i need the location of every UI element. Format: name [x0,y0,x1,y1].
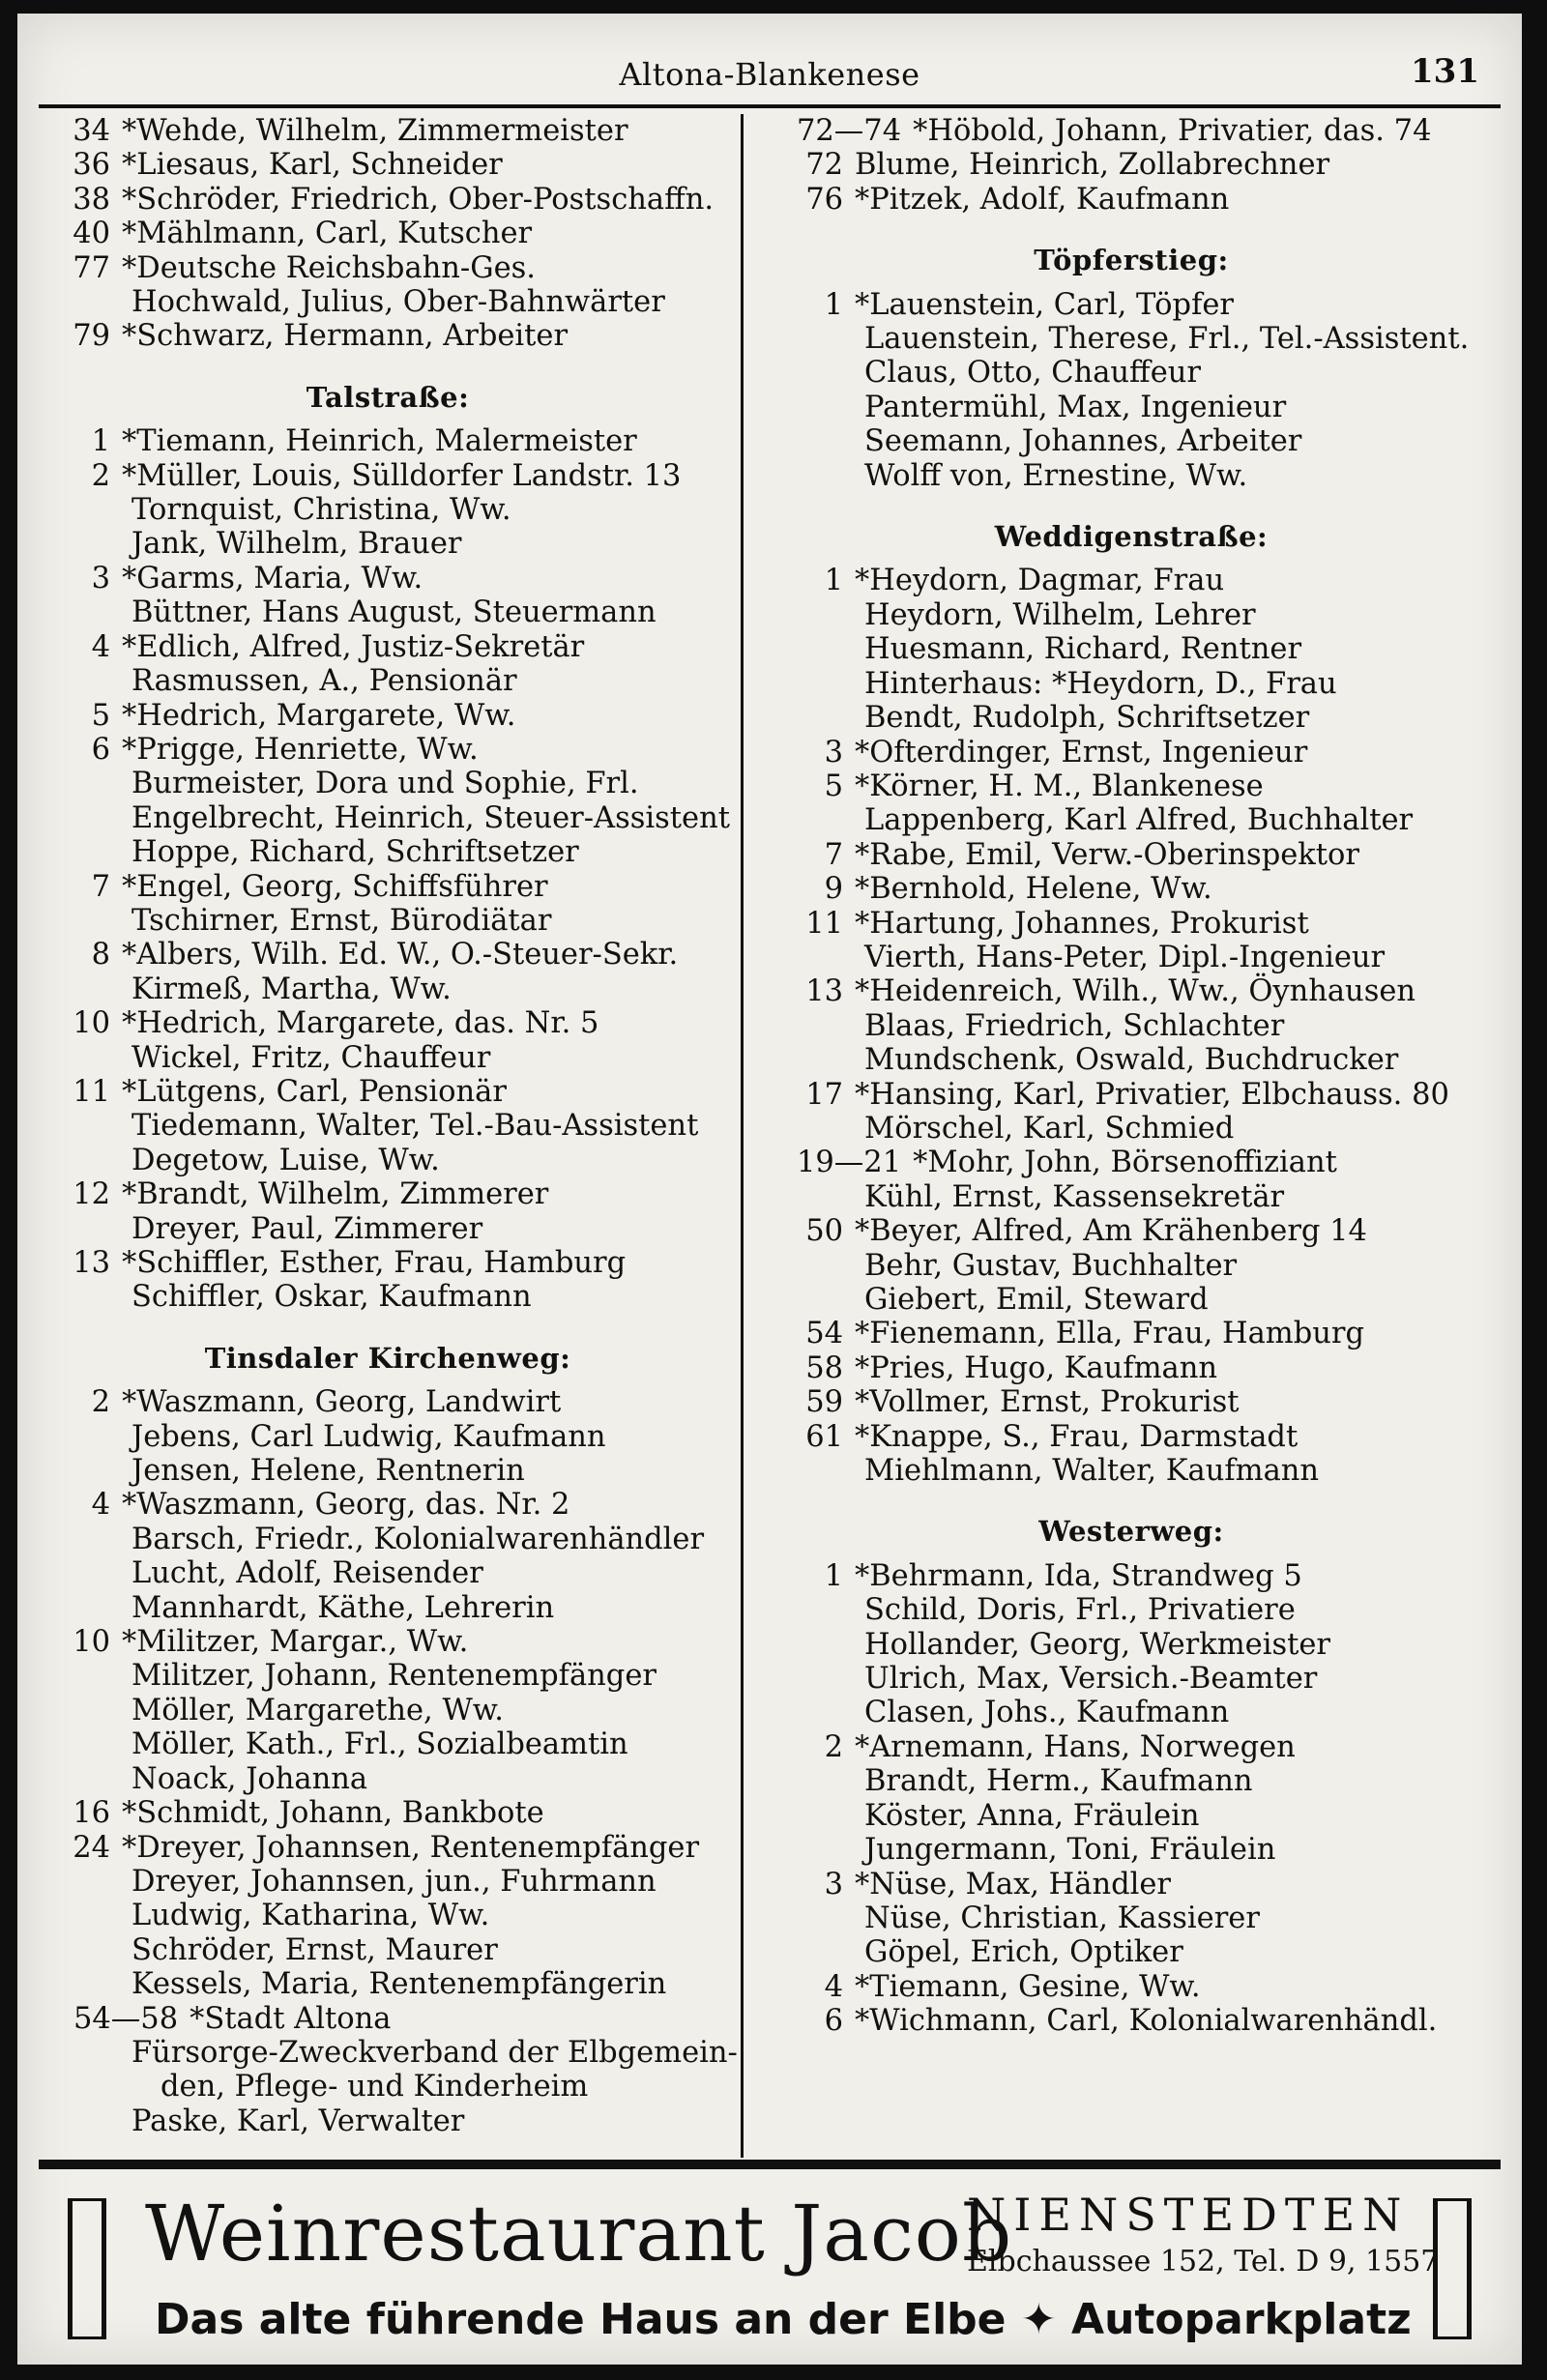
right-column [762,114,1501,2039]
resident-text: Dreyer, Johannsen, jun., Fuhrmann [131,1864,657,1899]
directory-entry [762,769,1501,803]
resident-text: *Heydorn, Dagmar, Frau [855,564,1225,598]
directory-entry [762,1043,1501,1077]
resident-text: *Tiemann, Gesine, Ww. [855,1969,1201,2004]
house-number: 38 [73,182,110,217]
directory-entry [762,322,1501,356]
directory-entry [762,736,1501,769]
resident-text: Hoppe, Richard, Schriftsetzer [131,835,579,870]
resident-text: *Waszmann, Georg, das. Nr. 2 [122,1488,570,1523]
resident-text: *Hedrich, Margarete, Ww. [122,698,516,733]
house-number: 4 [91,629,110,664]
resident-text: *Schwarz, Hermann, Arbeiter [122,319,569,354]
resident-text: Engelbrecht, Heinrich, Steuer-Assistent [131,800,730,835]
resident-text: Jebens, Carl Ludwig, Kaufmann [131,1419,606,1454]
resident-text: Lucht, Adolf, Reisender [131,1556,483,1591]
resident-text: Bendt, Rudolph, Schriftsetzer [864,701,1310,736]
resident-text: Dreyer, Paul, Zimmerer [131,1211,483,1246]
directory-entry [39,1591,737,1625]
resident-text: Schiffler, Oskar, Kaufmann [131,1280,532,1315]
directory-entry [762,1764,1501,1798]
house-number: 7 [91,869,110,904]
directory-entry [39,1865,737,1899]
directory-entry [39,1523,737,1556]
house-number: 7 [824,837,843,872]
house-number: 11 [805,906,843,941]
house-number: 24 [73,1830,110,1865]
resident-text: *Liesaus, Karl, Schneider [122,148,503,183]
directory-entry [762,564,1501,597]
resident-text: *Höbold, Johann, Privatier, das. 74 [913,114,1432,148]
column-divider [741,114,744,2158]
resident-text: *Edlich, Alfred, Justiz-Sekretär [122,629,585,664]
directory-entry [39,1420,737,1454]
resident-text: Möller, Kath., Frl., Sozialbeamtin [131,1727,628,1762]
resident-text: Clasen, Johs., Kaufmann [864,1696,1230,1730]
house-number: 4 [91,1488,110,1523]
directory-entry [39,972,737,1006]
resident-text: *Knappe, S., Frau, Darmstadt [855,1419,1299,1454]
street-heading: Tinsdaler Kirchenweg: [204,1341,571,1375]
house-number: 12 [73,1177,110,1212]
directory-entry [39,183,737,217]
house-number: 2 [824,1729,843,1764]
resident-text: Degetow, Luise, Ww. [131,1143,440,1177]
house-number: 54 [805,1317,843,1351]
resident-text: *Körner, H. M., Blankenese [855,769,1264,803]
resident-text: Nüse, Christian, Kassierer [864,1901,1260,1935]
directory-entry [39,1454,737,1488]
advert-place: NIENSTEDTEN [967,2189,1410,2241]
resident-text: *Hansing, Karl, Privatier, Elbchauss. 80 [855,1077,1449,1112]
directory-entry [39,630,737,664]
resident-text: *Pries, Hugo, Kaufmann [855,1350,1218,1385]
directory-entry [762,2004,1501,2038]
resident-text: Vierth, Hans-Peter, Dipl.-Ingenieur [864,940,1386,974]
directory-entry [39,938,737,972]
directory-entry [39,1933,737,1967]
house-number: 13 [805,974,843,1009]
resident-text: *Bernhold, Helene, Ww. [855,872,1212,907]
directory-entry [39,114,737,148]
directory-entry [39,1899,737,1932]
directory-entry [39,2002,737,2036]
resident-text: Noack, Johanna [131,1761,368,1796]
directory-entry [762,1662,1501,1696]
directory-entry [39,1006,737,1040]
house-number: 10 [73,1006,110,1041]
house-number: 4 [824,1969,843,2004]
resident-text: *Pitzek, Adolf, Kaufmann [855,182,1230,217]
resident-text: *Tiemann, Heinrich, Malermeister [122,424,637,459]
house-number: 1 [824,287,843,322]
directory-entry [762,838,1501,872]
resident-text: Wolff von, Ernestine, Ww. [864,458,1248,493]
directory-entry [762,1868,1501,1901]
resident-text: *Nüse, Max, Händler [855,1867,1172,1901]
directory-entry [39,1625,737,1659]
resident-text: *Brandt, Wilhelm, Zimmerer [122,1177,549,1212]
directory-entry [39,1280,737,1314]
resident-text: Jank, Wilhelm, Brauer [131,527,462,562]
directory-entry [762,356,1501,390]
ornament-left [68,2198,106,2339]
resident-text: *Mohr, John, Börsenoffiziant [913,1146,1337,1180]
directory-entry [762,907,1501,941]
house-number: 76 [805,182,843,217]
resident-text: *Stadt Altona [190,2001,392,2036]
resident-text: Heydorn, Wilhelm, Lehrer [864,597,1256,632]
house-number: 13 [73,1246,110,1280]
house-number: 3 [824,735,843,769]
resident-text: Möller, Margarethe, Ww. [131,1693,504,1727]
directory-entry [762,1317,1501,1350]
resident-text: *Lauenstein, Carl, Töpfer [855,287,1234,322]
directory-entry [39,870,737,904]
resident-text: *Lütgens, Carl, Pensionär [122,1074,507,1109]
directory-entry [39,527,737,561]
resident-text: Göpel, Erich, Optiker [864,1935,1183,1970]
directory-entry [39,1762,737,1796]
directory-entry [39,493,737,527]
directory-entry [762,1180,1501,1214]
resident-text: Schild, Doris, Frl., Privatiere [864,1593,1296,1628]
directory-entry [39,1075,737,1109]
directory-entry [762,114,1501,148]
house-number: 17 [805,1077,843,1112]
house-number: 16 [73,1796,110,1831]
house-number: 54—58 [73,2001,179,2036]
resident-text: Kirmeß, Martha, Ww. [131,972,452,1006]
directory-entry [762,1283,1501,1317]
house-number: 10 [73,1625,110,1660]
house-number: 2 [91,1385,110,1420]
resident-text: Tschirner, Ernst, Bürodiätar [131,903,552,938]
directory-entry [762,1351,1501,1385]
house-number: 9 [824,872,843,907]
directory-entry [39,1144,737,1177]
resident-text: *Schiffler, Esther, Frau, Hamburg [122,1246,627,1280]
directory-entry [39,1385,737,1419]
directory-entry [39,767,737,800]
directory-entry [762,1112,1501,1146]
street-heading: Talstraße: [306,380,470,414]
resident-text: Mundschenk, Oswald, Buchdrucker [864,1043,1399,1078]
house-number: 77 [73,250,110,285]
resident-text: Rasmussen, A., Pensionär [131,664,517,699]
house-number: 19—21 [797,1146,902,1180]
directory-entry [762,1833,1501,1867]
advert-slogan: Das alte führende Haus an der Elbe ✦ Autoparkplatz [155,2295,1412,2344]
directory-entry [762,1078,1501,1112]
directory-entry [39,699,737,733]
resident-text: Miehlmann, Walter, Kaufmann [864,1454,1320,1489]
directory-entry [762,459,1501,493]
directory-entry [39,148,737,182]
house-number: 61 [805,1419,843,1454]
directory-entry [39,801,737,835]
directory-entry [39,1556,737,1590]
directory-entry [39,1212,737,1246]
advertisement [39,2160,1501,2353]
resident-text: Jensen, Helene, Rentnerin [131,1454,525,1489]
resident-text: Tornquist, Christina, Ww. [131,493,511,528]
resident-text: Hinterhaus: *Heydorn, D., Frau [864,666,1337,701]
advert-address: Elbchaussee 152, Tel. D 9, 1557 [967,2245,1440,2278]
house-number: 34 [73,114,110,148]
street-heading: Westerweg: [1038,1515,1224,1549]
house-number: 1 [824,564,843,598]
resident-text: Wickel, Fritz, Chauffeur [131,1040,491,1075]
resident-text: Huesmann, Richard, Rentner [864,632,1302,667]
resident-text: Seemann, Johannes, Arbeiter [864,424,1302,459]
directory-entry [39,285,737,319]
directory-page [17,14,1522,2365]
directory-entry [39,595,737,629]
directory-entry [39,904,737,938]
resident-text: *Wichmann, Carl, Kolonialwarenhändl. [855,2004,1438,2039]
house-number: 2 [91,458,110,493]
resident-text: *Waszmann, Georg, Landwirt [122,1385,562,1420]
house-number: 59 [805,1385,843,1420]
resident-text: *Arnemann, Hans, Norwegen [855,1729,1296,1764]
directory-entry [39,733,737,767]
page-title: Altona-Blankenese [619,56,920,93]
resident-text: Lauenstein, Therese, Frl., Tel.-Assistent. [864,322,1470,357]
house-number: 3 [824,1867,843,1901]
directory-entry [39,1246,737,1280]
house-number: 79 [73,319,110,354]
resident-text: Paske, Karl, Verwalter [131,2104,465,2138]
resident-text: *Fienemann, Ella, Frau, Hamburg [855,1317,1364,1351]
resident-text: Pantermühl, Max, Ingenieur [864,390,1287,424]
resident-text: *Heidenreich, Wilh., Ww., Öynhausen [855,974,1416,1009]
house-number: 72—74 [797,114,902,148]
page-header [39,37,1501,108]
resident-text: *Garms, Maria, Ww. [122,561,423,595]
directory-entry [762,1249,1501,1283]
house-number: 3 [91,561,110,595]
resident-text: Giebert, Emil, Steward [864,1283,1209,1317]
directory-entry [762,941,1501,974]
resident-text: Brandt, Herm., Kaufmann [864,1764,1253,1799]
resident-text: Blaas, Friedrich, Schlachter [864,1008,1285,1043]
resident-text: Mannhardt, Käthe, Lehrerin [131,1590,555,1625]
resident-text: Hollander, Georg, Werkmeister [864,1627,1330,1662]
resident-text: den, Pflege- und Kinderheim [161,2070,589,2104]
resident-text: *Rabe, Emil, Verw.-Oberinspektor [855,837,1359,872]
house-number: 6 [824,2004,843,2039]
directory-entry [39,1967,737,2001]
house-number: 11 [73,1074,110,1109]
resident-text: *Beyer, Alfred, Am Krähenberg 14 [855,1214,1367,1249]
directory-entry [39,424,737,458]
directory-entry [762,1696,1501,1729]
directory-entry [39,1796,737,1830]
directory-entry [762,1420,1501,1454]
resident-text: Jungermann, Toni, Fräulein [864,1833,1276,1868]
directory-entry [762,148,1501,182]
resident-text: Kessels, Maria, Rentenempfängerin [131,1967,667,2002]
directory-entry [762,632,1501,666]
resident-text: Burmeister, Dora und Sophie, Frl. [131,767,639,801]
resident-text: Behr, Gustav, Buchhalter [864,1248,1238,1283]
page-number: 131 [1411,52,1479,91]
directory-entry [762,1730,1501,1764]
resident-text: *Wehde, Wilhelm, Zimmermeister [122,114,628,148]
resident-text: Büttner, Hans August, Steuermann [131,595,657,630]
house-number: 58 [805,1350,843,1385]
resident-text: Blume, Heinrich, Zollabrechner [855,148,1330,183]
street-heading: Töpferstieg: [1034,244,1229,277]
directory-entry [762,1009,1501,1043]
directory-entry [39,1831,737,1865]
ornament-right [1433,2198,1472,2339]
house-number: 5 [91,698,110,733]
directory-entry [39,319,737,353]
directory-entry [39,1109,737,1143]
resident-text: *Müller, Louis, Sülldorfer Landstr. 13 [122,458,682,493]
directory-entry [762,183,1501,217]
resident-text: *Behrmann, Ida, Strandweg 5 [855,1558,1302,1593]
directory-entry [762,1214,1501,1248]
house-number: 1 [824,1558,843,1593]
resident-text: *Ofterdinger, Ernst, Ingenieur [855,735,1308,769]
directory-entry [762,288,1501,322]
resident-text: Militzer, Johann, Rentenempfänger [131,1659,657,1694]
resident-text: *Albers, Wilh. Ed. W., O.-Steuer-Sekr. [122,938,679,972]
directory-entry [762,1901,1501,1935]
resident-text: *Vollmer, Ernst, Prokurist [855,1385,1240,1420]
house-number: 6 [91,732,110,767]
resident-text: Schröder, Ernst, Maurer [131,1932,498,1967]
directory-entry [39,664,737,698]
resident-text: *Mählmann, Carl, Kutscher [122,217,533,251]
resident-text: *Engel, Georg, Schiffsführer [122,869,548,904]
directory-entry [39,1488,737,1522]
resident-text: *Schröder, Friedrich, Ober-Postschaffn. [122,182,715,217]
resident-text: Kühl, Ernst, Kassensekretär [864,1179,1285,1214]
resident-text: Tiedemann, Walter, Tel.-Bau-Assistent [131,1109,699,1144]
resident-text: Barsch, Friedr., Kolonialwarenhändler [131,1522,705,1556]
directory-entry [39,1041,737,1075]
resident-text: Ludwig, Katharina, Ww. [131,1899,490,1933]
resident-text: *Hartung, Johannes, Prokurist [855,906,1309,941]
directory-entry [39,1177,737,1211]
directory-entry [762,1628,1501,1662]
directory-entry [39,459,737,493]
house-number: 8 [91,938,110,972]
resident-text: Köster, Anna, Fräulein [864,1798,1200,1833]
house-number: 5 [824,769,843,803]
resident-text: Mörschel, Karl, Schmied [864,1111,1235,1146]
directory-entry [762,1593,1501,1627]
directory-entry [762,598,1501,632]
resident-text: *Militzer, Margar., Ww. [122,1625,469,1660]
directory-entry [39,2104,737,2138]
resident-text: *Prigge, Henriette, Ww. [122,732,479,767]
resident-text: Hochwald, Julius, Ober-Bahnwärter [131,285,665,320]
directory-entry [762,1454,1501,1488]
directory-entry [39,1659,737,1693]
directory-entry [39,835,737,869]
directory-entry [39,1694,737,1727]
resident-text: *Schmidt, Johann, Bankbote [122,1796,544,1831]
house-number: 50 [805,1214,843,1249]
directory-entry [39,2036,737,2070]
resident-text: *Deutsche Reichsbahn-Ges. [122,250,536,285]
resident-text: *Dreyer, Johannsen, Rentenempfänger [122,1830,700,1865]
directory-entry [762,872,1501,906]
directory-entry [762,667,1501,701]
directory-entry [762,1799,1501,1833]
house-number: 1 [91,424,110,459]
directory-entry [762,391,1501,424]
house-number: 72 [805,148,843,183]
resident-text: *Hedrich, Margarete, das. Nr. 5 [122,1006,599,1041]
resident-text: Claus, Otto, Chauffeur [864,356,1201,391]
directory-entry [39,217,737,250]
resident-text: Fürsorge-Zweckverband der Elbgemein- [131,2035,738,2070]
house-number: 40 [73,217,110,251]
directory-entry [762,1559,1501,1593]
directory-entry [39,562,737,595]
directory-entry [39,251,737,285]
directory-entry [762,803,1501,837]
directory-entry [762,1146,1501,1179]
advert-name: Weinrestaurant Jacob [145,2189,1013,2278]
resident-text: Ulrich, Max, Versich.-Beamter [864,1662,1318,1697]
resident-text: Lappenberg, Karl Alfred, Buchhalter [864,803,1414,838]
directory-entry [762,1385,1501,1419]
directory-entry [39,2070,737,2104]
street-heading: Weddigenstraße: [994,520,1269,554]
directory-entry [762,1935,1501,1969]
directory-entry [762,701,1501,735]
directory-entry [39,1727,737,1761]
directory-entry [762,1970,1501,2004]
left-column [39,114,737,2138]
directory-entry [762,424,1501,458]
directory-entry [762,974,1501,1008]
house-number: 36 [73,148,110,183]
